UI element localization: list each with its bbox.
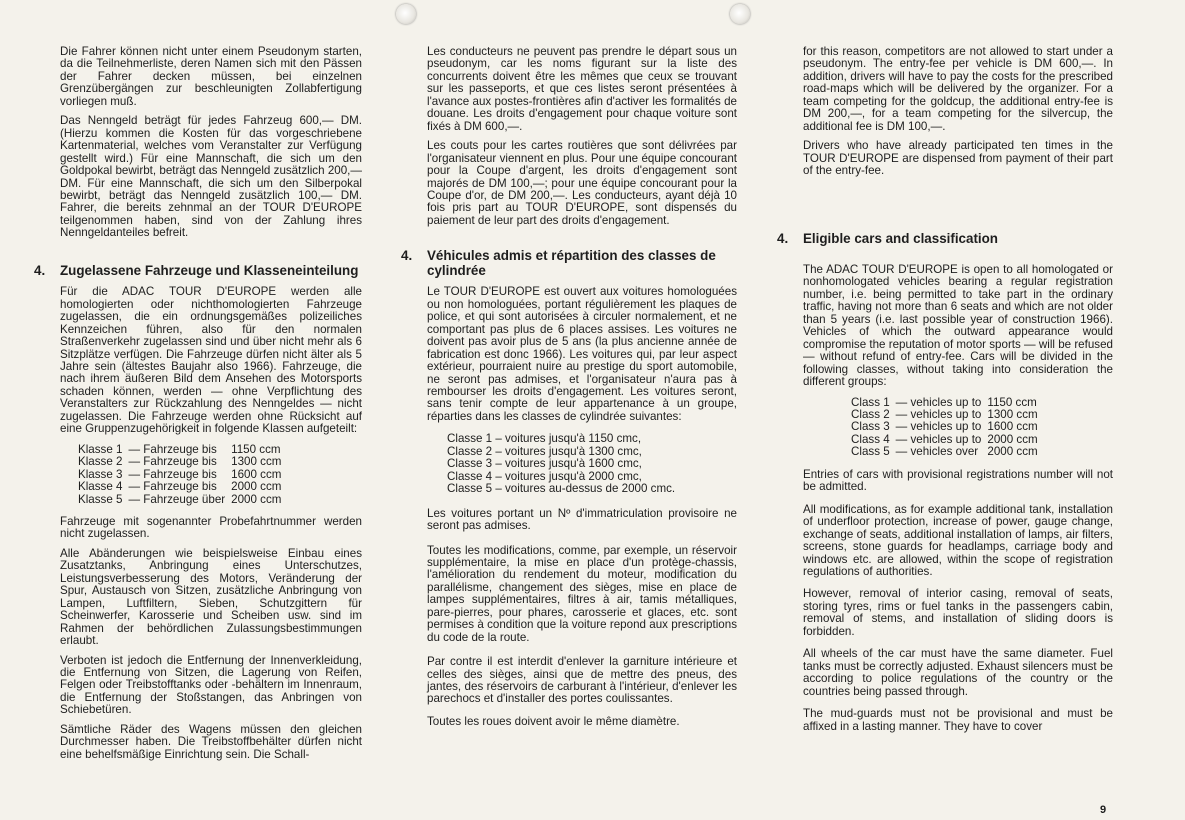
en-class-desc: — vehicles over: [895, 445, 979, 459]
de-section-number: 4.: [34, 262, 46, 278]
de-class-label: Klasse 1: [78, 442, 123, 456]
en-class-label: Class 3: [851, 420, 890, 434]
de-paragraph-forbidden: Verboten ist jedoch die Entfernung der Innenverkleidung, die Entfernung von Sitzen, die Lagerung von Reifen, Felgen oder Treibstofftanks oder -behältern im Innenraum, die Entfernung der Stoßstangen, das Anbringen von Schiebetüren.: [60, 653, 362, 717]
en-class-label: Class 1: [851, 395, 890, 409]
en-class-size: 1150 ccm: [987, 395, 1037, 409]
fr-intro-paragraph-2: Les couts pour les cartes routières que sont délivrées par l'organisateur viennent en plus. Pour une équipe concourant pour la Coupe d'argent, les droits d'engagement sont majorés de DM 100,—; pour une équipe concourant pour la Coupe d'or, de DM 200,—. Les conducteurs, ayant déjà 10 fois pris part au TOUR D'EUROPE, sont dispensés du paiement de leur part des droits d'engagement.: [427, 139, 737, 227]
fr-class-item: Classe 2 – voitures jusqu'à 1300 cmc,: [447, 444, 642, 458]
de-class-row: [78, 456, 287, 468]
de-class-label: Klasse 3: [78, 467, 123, 481]
en-paragraph-mudguards: The mud-guards must not be provisional and must be affixed in a lasting manner. They have to cover: [803, 707, 1113, 733]
en-class-label: Class 2: [851, 408, 890, 422]
de-class-size: 2000 ccm: [231, 480, 282, 494]
de-class-size: 1150 ccm: [231, 442, 281, 456]
en-class-size: 2000 ccm: [987, 445, 1038, 459]
binder-hole-right: [730, 4, 750, 24]
de-intro-paragraph-2: Das Nenngeld beträgt für jedes Fahrzeug 600,— DM. (Hierzu kommen die Kosten für das vorgeschriebene Kartenmaterial, welches vom Veranstalter zur Verfügung gestellt wird.) Für eine Mannschaft, die sich um den Goldpokal bewirbt, beträgt das Nenngeld zusätzlich 200,— DM. Für eine Mannschaft, die sich um den Silberpokal bewirbt, beträgt das Nenngeld zusätzlich 100,— DM. Fahrer, die bereits zehnmal an der TOUR D'EUROPE teilgenommen haben, sind von der Zahlung ihres Nenngeldanteiles befreit.: [60, 114, 362, 240]
fr-class-item: Classe 5 – voitures au-dessus de 2000 cmc.: [447, 482, 676, 496]
de-class-size: 2000 ccm: [231, 492, 282, 506]
de-class-size: 1300 ccm: [231, 455, 282, 469]
de-class-row: [78, 481, 287, 493]
binder-hole-left: [396, 4, 416, 24]
fr-class-item: Classe 3 – voitures jusqu'à 1600 cmc,: [447, 457, 642, 471]
column-french: [401, 45, 737, 735]
en-class-label: Class 4: [851, 432, 890, 446]
de-class-desc: — Fahrzeuge bis: [128, 442, 217, 456]
fr-section-title: Véhicules admis et répartition des classes de cylindrée: [427, 248, 716, 278]
en-section-intro: The ADAC TOUR D'EUROPE is open to all homologated or nonhomologated vehicles bearing a regular registration number, i.e. being permitted to take part in the ordinary traffic, having not more than 6 seats and which are not older than 5 years (i.e. last possible year of construction 1966). Vehicles of which the outward appearance would compromise the reputation of motor sports — will be refused — without refund of entry-fee. Cars will be divided in the following classes, without taking into consideration the different groups:: [803, 263, 1113, 389]
de-class-desc: — Fahrzeuge bis: [128, 455, 217, 469]
fr-paragraph-wheels: Toutes les roues doivent avoir le même diamètre.: [427, 714, 680, 728]
de-class-table: [78, 444, 287, 506]
de-class-desc: — Fahrzeuge über: [128, 492, 226, 506]
de-section-intro: Für die ADAC TOUR D'EUROPE werden alle homologierten oder nichthomologierten Fahrzeuge zugelassen, die ein ordnungsgemäßes polizeiliches Kennzeichen führen, also für den normalen Straßenverkehr zugelassen sind und über nicht mehr als 6 Sitzplätze verfügen. Die Fahrzeuge dürfen nicht älter als 5 Jahre sein (ältestes Baujahr also 1966). Fahrzeuge, die nach ihrem äußeren Bild dem Ansehen des Motorsports schaden können, werden — ohne Verpflichtung des Veranstalters zur Rückzahlung des Nenngeldes — nicht zugelassen. Die Fahrzeuge werden ohne Rücksicht auf eine Gruppenzugehörigkeit in folgende Klassen aufgeteilt:: [60, 285, 362, 436]
fr-intro-paragraph-1: Les conducteurs ne peuvent pas prendre le départ sous un pseudonym, car les noms figurant sur la liste des concurrents doivent être les mêmes que ceux se trouvant sur les passeports, et que ces listes seront présentées à l'avance aux postes-frontières afin d'activer les formalités de douane. Les droits d'engagement pour chaque voiture sont fixés à DM 600,—.: [427, 45, 737, 133]
en-class-desc: — vehicles up to: [895, 420, 982, 434]
de-section-title: Zugelassene Fahrzeuge und Klasseneinteilung: [60, 262, 359, 278]
de-class-label: Klasse 5: [78, 492, 123, 506]
column-english: [777, 45, 1113, 740]
en-paragraph-wheels: All wheels of the car must have the same diameter. Fuel tanks must be correctly adjusted. Exhaust silencers must be according to police regulations of the country or the countries being passed through.: [803, 647, 1113, 698]
en-class-desc: — vehicles up to: [895, 395, 982, 409]
fr-section-heading: [401, 249, 737, 278]
en-class-label: Class 5: [851, 445, 890, 459]
en-paragraph-provisional: Entries of cars with provisional registrations number will not be admitted.: [803, 467, 1113, 494]
de-class-desc: — Fahrzeuge bis: [128, 480, 217, 494]
fr-section-number: 4.: [401, 248, 413, 264]
fr-class-list: [447, 433, 737, 495]
fr-paragraph-provisional: Les voitures portant un Nº d'immatriculation provisoire ne seront pas admises.: [427, 506, 737, 533]
en-class-size: 1600 ccm: [987, 420, 1038, 434]
en-paragraph-forbidden: However, removal of interior casing, removal of seats, storing tyres, rims or fuel tanks in the passengers cabin, removal of stems, and installation of sliding doors is forbidden.: [803, 587, 1113, 638]
de-class-desc: — Fahrzeuge bis: [128, 467, 217, 481]
en-section-title: Eligible cars and classification: [803, 230, 998, 246]
en-class-size: 1300 ccm: [987, 408, 1038, 422]
column-german: [34, 45, 362, 768]
en-intro-paragraph-1: for this reason, competitors are not allowed to start under a pseudonym. The entry-fee per vehicle is DM 600,—. In addition, drivers will have to pay the costs for the prescribed road-maps which will be delivered by the organizer. For a team competing for the goldcup, the additional entry-fee is DM 200,—, for a team competing for the silvercup, the additional fee is DM 100,—.: [803, 45, 1113, 133]
de-paragraph-probefahrt: Fahrzeuge mit sogenannter Probefahrtnummer werden nicht zugelassen.: [60, 515, 362, 541]
en-class-size: 2000 ccm: [987, 432, 1038, 446]
de-intro-paragraph-1: Die Fahrer können nicht unter einem Pseudonym starten, da die Teilnehmerliste, deren Namen sich mit den Pässen der Fahrer decken müssen, bei einzelnen Grenzübergängen zur beschleunigten Zollabfertigung vorliegen muß.: [60, 45, 362, 108]
en-intro-paragraph-2: Drivers who have already participated ten times in the TOUR D'EUROPE are dispensed from payment of their part of the entry-fee.: [803, 139, 1113, 178]
fr-paragraph-modifications: Toutes les modifications, comme, par exemple, un réservoir supplémentaire, la mise en place d'un protège-chassis, l'amélioration du rendement du moteur, modification du parallélisme, changement des sièges, mise en place de lampes supplémentaires, filtres à air, tamis métalliques, pare-pierres, pour phares, carosserie et glaces, etc. sont permises à condition que la voiture repond aux prescriptions du code de la route.: [427, 543, 737, 644]
page-number: 9: [1100, 804, 1107, 816]
fr-paragraph-forbidden: Par contre il est interdit d'enlever la garniture intérieure et celles des sièges, ainsi que de mettre des pneus, des jantes, des réservoirs de carburant à l'intérieur, d'enlever les parechocs et d'installer des portes coulissantes.: [427, 655, 737, 706]
de-class-label: Klasse 2: [78, 455, 123, 469]
en-class-row: [851, 446, 1044, 458]
de-class-label: Klasse 4: [78, 480, 123, 494]
en-class-table: [851, 397, 1044, 459]
en-section-heading: [777, 232, 1113, 247]
de-paragraph-wheels: Sämtliche Räder des Wagens müssen den gleichen Durchmesser haben. Die Treibstoffbehälter dürfen nicht eine behelfsmäßige Einrichtung sein. Die Schall-: [60, 722, 362, 761]
en-paragraph-modifications: All modifications, as for example additional tank, installation of underfloor protection, increase of power, gauge change, exchange of seats, additional installation of lamps, air filters, screens, stone guards for headlamps, carriage body and windows etc. are allowed, within the scope of registration regulations of authorities.: [803, 502, 1113, 578]
en-class-desc: — vehicles up to: [895, 408, 982, 422]
de-paragraph-modifications: Alle Abänderungen wie beispielsweise Einbau eines Zusatztanks, Anbringung eines Unterschutzes, Leistungsverbesserung des Motors, Veränderung der Spur, Austausch von Sitzen, zusätzliche Anbringung von Lampen, Luftfiltern, Sieben, Schutzgittern für Scheinwerfer, Karosserie und Scheiben usw. sind im Rahmen der behördlichen Zulassungsbestimmungen erlaubt.: [60, 546, 362, 648]
de-class-size: 1600 ccm: [231, 467, 282, 481]
de-class-row: [78, 494, 287, 506]
de-section-heading: [34, 264, 362, 279]
en-class-desc: — vehicles up to: [895, 432, 982, 446]
fr-section-intro: Le TOUR D'EUROPE est ouvert aux voitures homologuées ou non homologuées, portant régulièrement les plaques de police, et qui sont autorisées à circuler normalement, et ne comportant pas plus de 6 places assises. Les voitures ne doivent pas avoir plus de 5 ans (la plus ancienne année de fabrication est donc 1966). Les voitures qui, par leur aspect extérieur, pourraient nuire au prestige du sport automobile, ne seront pas admises, et l'organisateur n'aura pas à rembourser les droits d'engagement. Les voitures seront, sans tenir compte de leur appartenance à un groupe, réparties dans les classes de cylindrée suivantes:: [427, 285, 737, 423]
fr-class-item: Classe 1 – voitures jusqu'à 1150 cmc,: [447, 432, 642, 446]
fr-class-item: Classe 4 – voitures jusqu'à 2000 cmc,: [447, 469, 642, 483]
en-section-number: 4.: [777, 230, 789, 246]
